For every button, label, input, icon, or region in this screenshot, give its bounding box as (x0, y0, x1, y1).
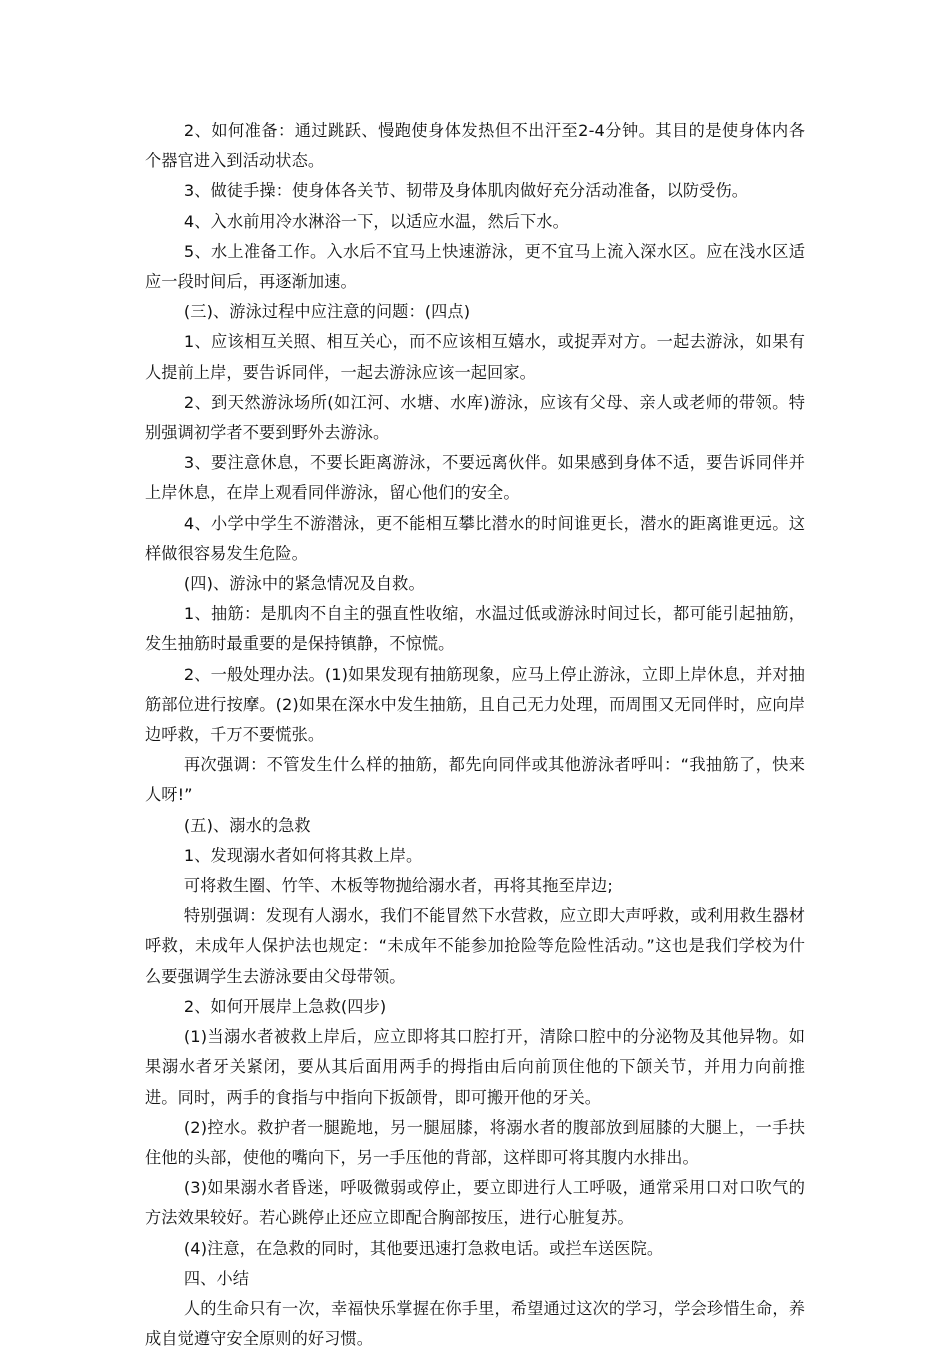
paragraph-step-1: (1)当溺水者被救上岸后，应立即将其口腔打开，清除口腔中的分泌物及其他异物。如果溺水者牙关紧闭，要从其后面用两手的拇指由后向前顶住他的下颌关节，并用力向前推进。同时，两手的食指与中指向下扳颌骨，即可搬开他的牙关。 (145, 1027, 805, 1107)
paragraph-warmup-prep: 2、如何准备：通过跳跃、慢跑使身体发热但不出汗至2-4分钟。其目的是使身体内各个器官进入到活动状态。 (145, 121, 805, 171)
section-heading-3: (三)、游泳过程中应注意的问题：(四点) (183, 302, 471, 322)
paragraph-first-aid-steps: 2、如何开展岸上急救(四步) (183, 996, 387, 1016)
paragraph-summary: 人的生命只有一次，幸福快乐掌握在你手里，希望通过这次的学习，学会珍惜生命，养成自觉遵守安全原则的好习惯。 (145, 1298, 805, 1349)
section-heading-4: (四)、游泳中的紧急情况及自救。 (183, 574, 425, 594)
paragraph-cold-shower: 4、入水前用冷水淋浴一下，以适应水温，然后下水。 (183, 211, 569, 231)
section-heading-summary: 四、小结 (183, 1268, 250, 1288)
paragraph-emphasis-call: 再次强调：不管发生什么样的抽筋，都先向同伴或其他游泳者呼叫：“我抽筋了，快来人呀!” (145, 755, 805, 805)
paragraph-cramp-handling: 2、一般处理办法。(1)如果发现有抽筋现象，应马上停止游泳，立即上岸休息，并对抽筋部位进行按摩。(2)如果在深水中发生抽筋，且自己无力处理，而周围又无同伴时，应向岸边呼救，千万不要慌张。 (145, 664, 805, 745)
paragraph-step-2: (2)控水。救护者一腿跪地，另一腿屈膝，将溺水者的腹部放到屈膝的大腿上，一手扶住他的头部，使他的嘴向下，另一手压他的背部，这样即可将其腹内水排出。 (145, 1117, 805, 1167)
section-heading-5: (五)、溺水的急救 (183, 815, 311, 835)
document-body (145, 116, 805, 1354)
paragraph-freehand-exercise: 3、做徒手操：使身体各关节、韧带及身体肌肉做好充分活动准备，以防受伤。 (183, 181, 749, 201)
paragraph-natural-venues: 2、到天然游泳场所(如江河、水塘、水库)游泳，应该有父母、亲人或老师的带领。特别强调初学者不要到野外去游泳。 (145, 392, 805, 443)
paragraph-emphasis-law: 特别强调：发现有人溺水，我们不能冒然下水营救，应立即大声呼救，或利用救生器材呼救，未成年人保护法也规定：“未成年不能参加抢险等危险性活动。”这也是我们学校为什么要强调学生去游泳要由父母带领。 (145, 906, 805, 986)
paragraph-no-diving: 4、小学中学生不游潜泳，更不能相互攀比潜水的时间谁更长，潜水的距离谁更远。这样做很容易发生危险。 (145, 513, 805, 563)
paragraph-step-4: (4)注意，在急救的同时，其他要迅速打急救电话。或拦车送医院。 (183, 1238, 664, 1258)
paragraph-step-3: (3)如果溺水者昏迷，呼吸微弱或停止，要立即进行人工呼吸，通常采用口对口吹气的方法效果较好。若心跳停止还应立即配合胸部按压，进行心脏复苏。 (145, 1178, 805, 1228)
paragraph-cramp: 1、抽筋：是肌肉不自主的强直性收缩，水温过低或游泳时间过长，都可能引起抽筋，发生抽筋时最重要的是保持镇静，不惊慌。 (145, 604, 805, 654)
paragraph-rest: 3、要注意休息，不要长距离游泳，不要远离伙伴。如果感到身体不适，要告诉同伴并上岸休息，在岸上观看同伴游泳，留心他们的安全。 (145, 453, 805, 503)
paragraph-care-each-other: 1、应该相互关照、相互关心，而不应该相互嬉水，或捉弄对方。一起去游泳，如果有人提前上岸，要告诉同伴，一起去游泳应该一起回家。 (145, 332, 805, 382)
paragraph-rescue-ashore: 1、发现溺水者如何将其救上岸。 (183, 845, 423, 865)
paragraph-water-prep: 5、水上准备工作。入水后不宜马上快速游泳，更不宜马上流入深水区。应在浅水区适应一段时间后，再逐渐加速。 (145, 241, 805, 292)
paragraph-throw-aid: 可将救生圈、竹竿、木板等物抛给溺水者，再将其拖至岸边; (183, 876, 613, 896)
